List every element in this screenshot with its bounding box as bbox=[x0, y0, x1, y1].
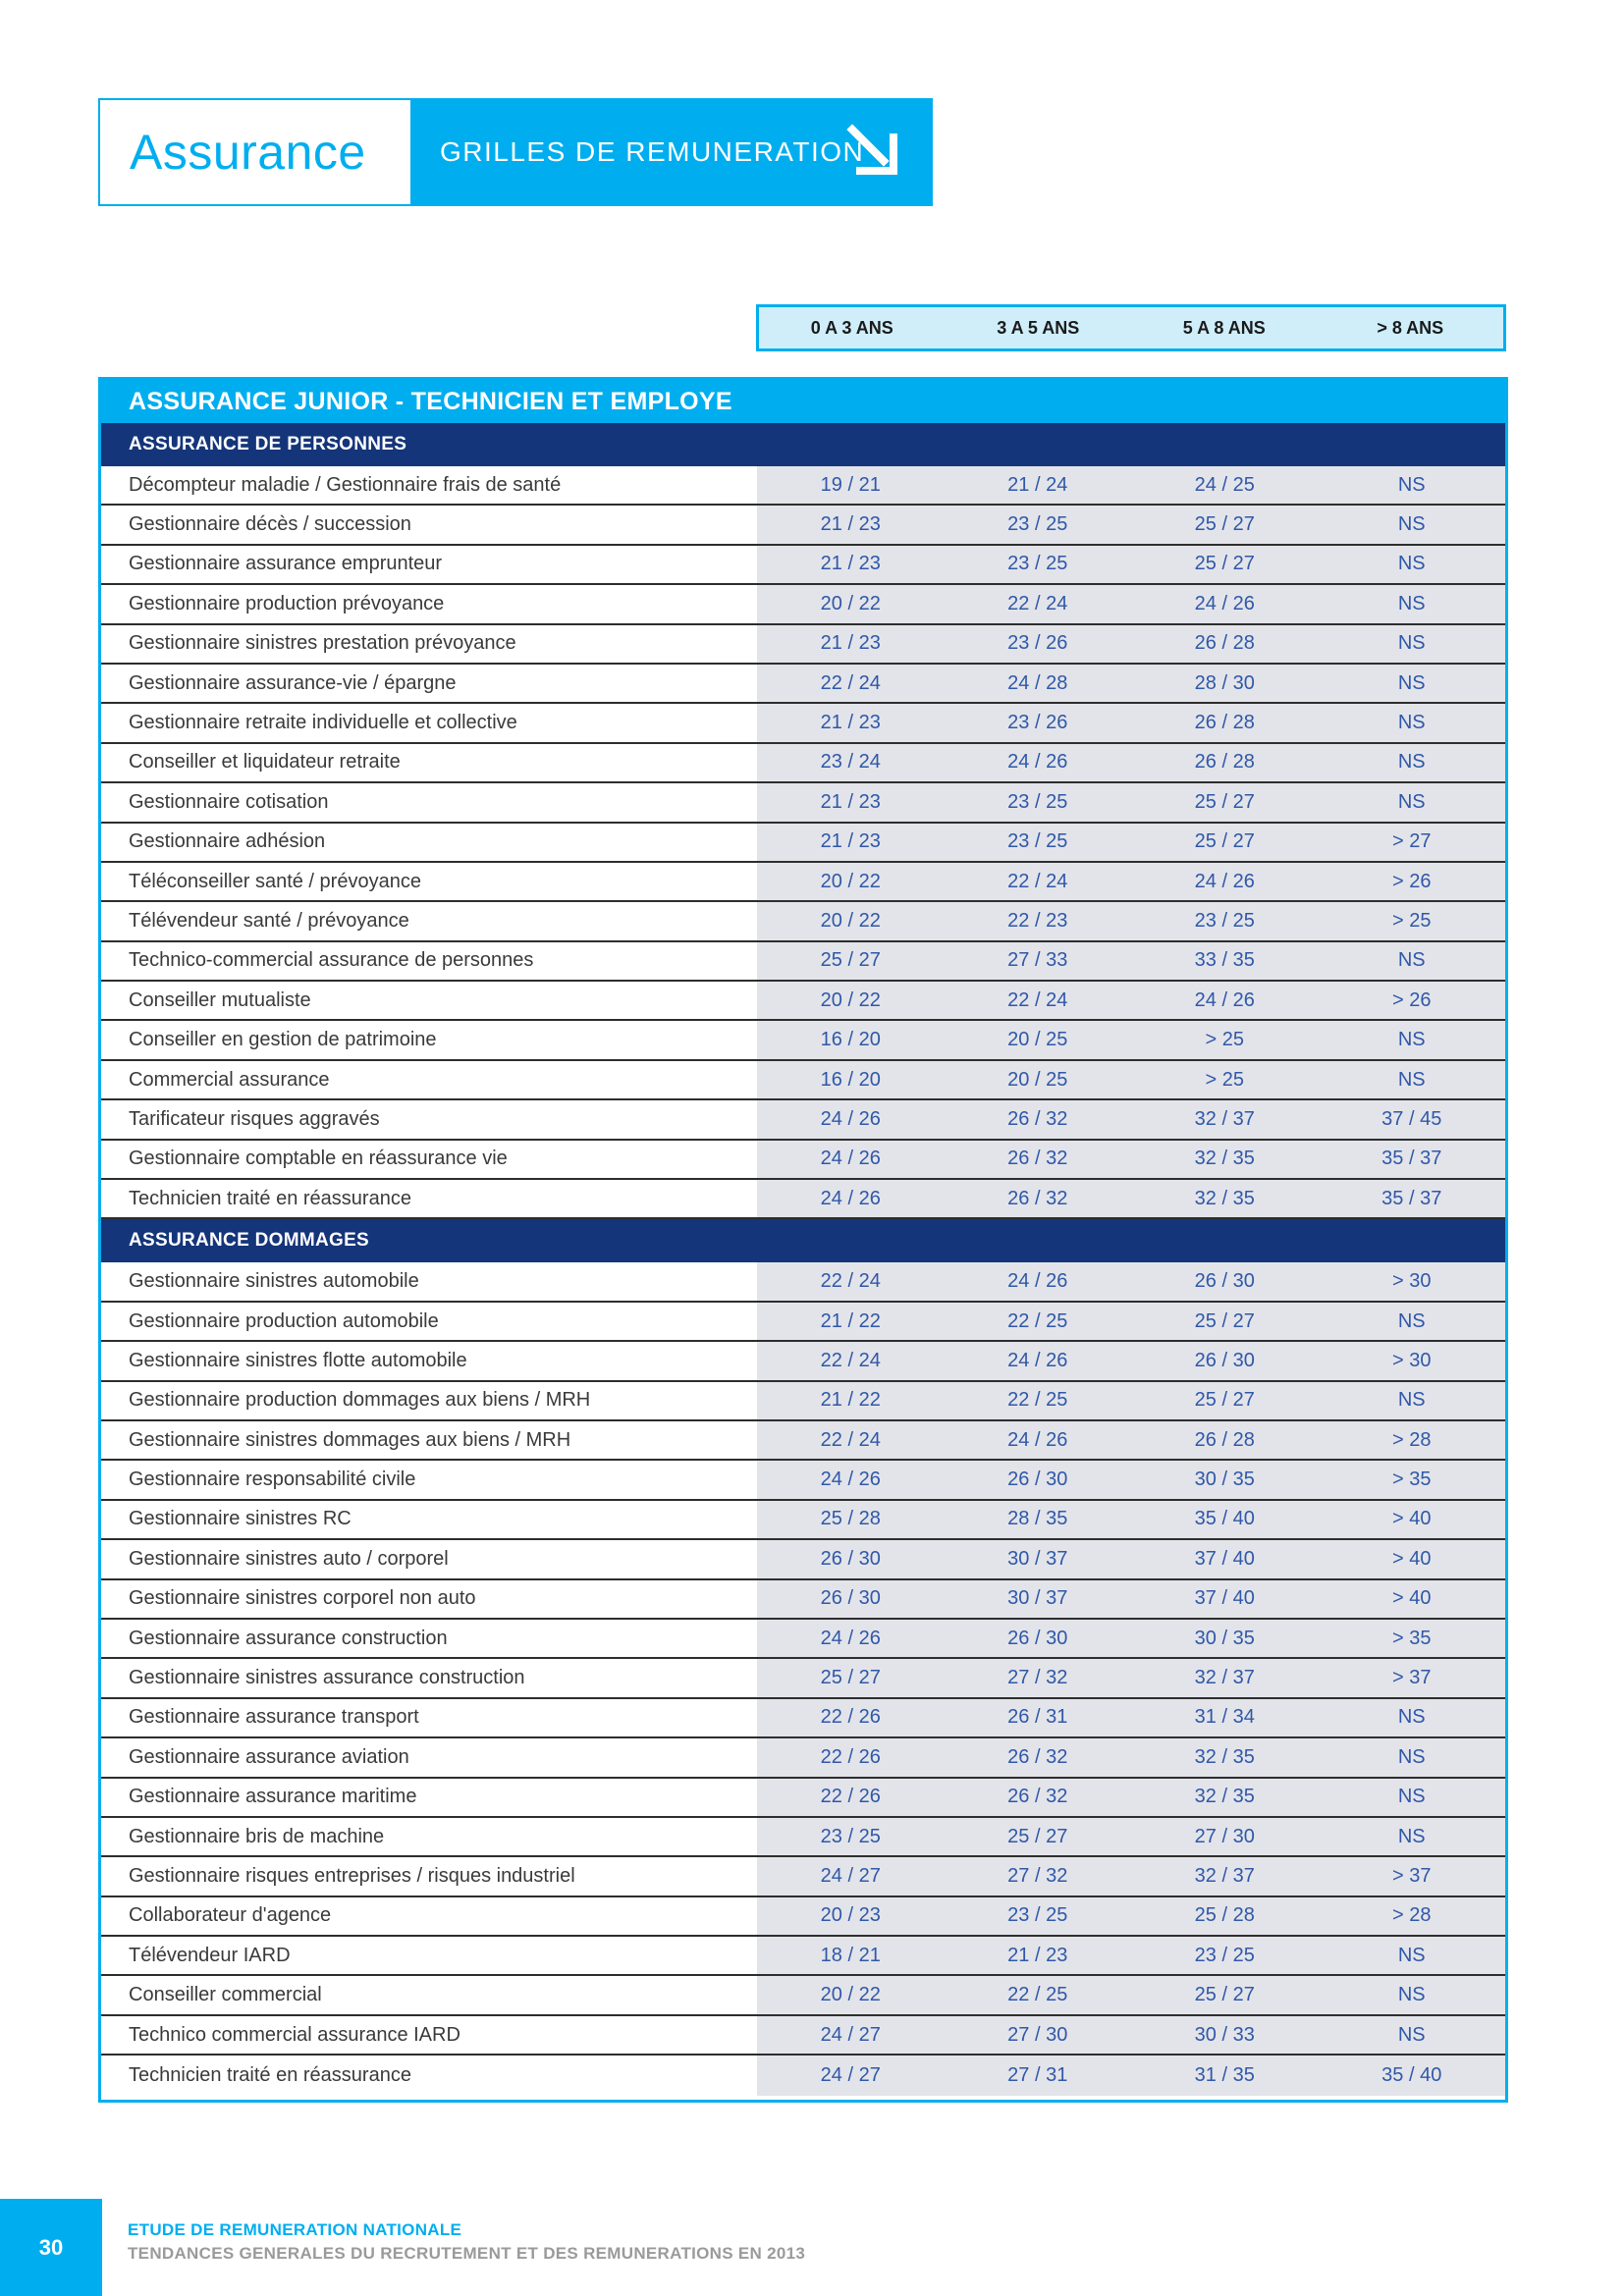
salary-cell: 25 / 28 bbox=[1194, 1904, 1255, 1927]
salary-cell: 33 / 35 bbox=[1194, 949, 1255, 972]
table-row bbox=[101, 783, 1505, 823]
salary-cell: 25 / 27 bbox=[1194, 1984, 1255, 2006]
column-header: > 8 ANS bbox=[1377, 317, 1444, 338]
salary-cell: > 25 bbox=[1205, 1029, 1244, 1051]
row-label: Gestionnaire assurance emprunteur bbox=[101, 546, 757, 583]
salary-cell: 22 / 24 bbox=[820, 1270, 881, 1293]
table-row bbox=[101, 744, 1505, 783]
salary-cell: 20 / 22 bbox=[820, 592, 881, 614]
row-label: Commercial assurance bbox=[101, 1061, 757, 1098]
salary-cell: 23 / 25 bbox=[820, 1825, 881, 1847]
row-label: Gestionnaire sinistres automobile bbox=[101, 1262, 757, 1300]
row-label: Gestionnaire production dommages aux biens / MRH bbox=[101, 1382, 757, 1419]
table-row bbox=[101, 704, 1505, 743]
row-values bbox=[757, 1021, 1505, 1058]
row-label: Gestionnaire assurance construction bbox=[101, 1620, 757, 1657]
row-label: Décompteur maladie / Gestionnaire frais de santé bbox=[101, 466, 757, 504]
salary-cell: 32 / 37 bbox=[1194, 1864, 1255, 1887]
row-values bbox=[757, 546, 1505, 583]
row-label: Gestionnaire adhésion bbox=[101, 824, 757, 861]
row-label: Télévendeur santé / prévoyance bbox=[101, 902, 757, 939]
salary-cell: 26 / 28 bbox=[1194, 712, 1255, 734]
row-values bbox=[757, 1540, 1505, 1577]
salary-cell: 24 / 26 bbox=[1194, 870, 1255, 892]
salary-cell: 27 / 30 bbox=[1007, 2023, 1068, 2046]
table-row bbox=[101, 1540, 1505, 1579]
row-values bbox=[757, 863, 1505, 900]
salary-cell: NS bbox=[1397, 790, 1426, 813]
salary-cell: NS bbox=[1397, 1068, 1426, 1091]
table-row bbox=[101, 2056, 1505, 2095]
table-body bbox=[101, 423, 1505, 2096]
salary-table bbox=[98, 377, 1508, 2103]
row-values bbox=[757, 625, 1505, 663]
salary-cell: 24 / 27 bbox=[820, 2063, 881, 2086]
salary-cell: 23 / 25 bbox=[1007, 1904, 1068, 1927]
row-values bbox=[757, 1061, 1505, 1098]
row-values bbox=[757, 1421, 1505, 1459]
salary-cell: 23 / 25 bbox=[1194, 909, 1255, 932]
salary-cell: 35 / 37 bbox=[1381, 1187, 1442, 1209]
salary-cell: 22 / 24 bbox=[820, 1349, 881, 1371]
salary-cell: 32 / 35 bbox=[1194, 1745, 1255, 1768]
salary-cell: > 37 bbox=[1392, 1864, 1432, 1887]
row-label: Collaborateur d'agence bbox=[101, 1897, 757, 1935]
salary-cell: 23 / 26 bbox=[1007, 632, 1068, 655]
salary-cell: > 35 bbox=[1392, 1627, 1432, 1649]
table-row bbox=[101, 1897, 1505, 1937]
page-title: GRILLES DE REMUNERATION bbox=[440, 136, 865, 167]
salary-cell: 27 / 32 bbox=[1007, 1864, 1068, 1887]
table-row bbox=[101, 625, 1505, 665]
salary-cell: > 37 bbox=[1392, 1667, 1432, 1689]
row-values bbox=[757, 744, 1505, 781]
salary-cell: 21 / 23 bbox=[820, 632, 881, 655]
salary-cell: 25 / 27 bbox=[1194, 553, 1255, 575]
row-values bbox=[757, 1976, 1505, 2013]
row-values bbox=[757, 1180, 1505, 1217]
row-values bbox=[757, 1141, 1505, 1178]
salary-cell: 24 / 26 bbox=[820, 1148, 881, 1170]
salary-cell: 24 / 26 bbox=[1007, 1349, 1068, 1371]
table-row bbox=[101, 1779, 1505, 1818]
salary-cell: 25 / 27 bbox=[820, 949, 881, 972]
salary-cell: > 30 bbox=[1392, 1270, 1432, 1293]
salary-cell: NS bbox=[1397, 1786, 1426, 1808]
row-label: Gestionnaire assurance transport bbox=[101, 1699, 757, 1736]
table-row bbox=[101, 1937, 1505, 1976]
column-header-bar bbox=[756, 304, 1506, 351]
salary-cell: 37 / 40 bbox=[1194, 1587, 1255, 1610]
row-values bbox=[757, 1937, 1505, 1974]
salary-cell: 18 / 21 bbox=[820, 1944, 881, 1966]
row-values bbox=[757, 1342, 1505, 1379]
salary-cell: > 40 bbox=[1392, 1587, 1432, 1610]
salary-cell: NS bbox=[1397, 751, 1426, 774]
salary-cell: 25 / 27 bbox=[820, 1667, 881, 1689]
row-values bbox=[757, 1897, 1505, 1935]
row-label: Gestionnaire responsabilité civile bbox=[101, 1461, 757, 1498]
salary-cell: 25 / 27 bbox=[1194, 790, 1255, 813]
table-row bbox=[101, 1659, 1505, 1698]
row-label: Gestionnaire sinistres RC bbox=[101, 1501, 757, 1538]
salary-cell: 24 / 27 bbox=[820, 1864, 881, 1887]
salary-cell: 26 / 30 bbox=[1007, 1468, 1068, 1491]
row-label: Gestionnaire décès / succession bbox=[101, 506, 757, 543]
row-label: Gestionnaire sinistres assurance construction bbox=[101, 1659, 757, 1696]
salary-cell: 26 / 30 bbox=[820, 1547, 881, 1570]
table-row bbox=[101, 1421, 1505, 1461]
table-row bbox=[101, 1061, 1505, 1100]
row-values bbox=[757, 1857, 1505, 1895]
salary-cell: NS bbox=[1397, 473, 1426, 496]
salary-cell: 21 / 23 bbox=[820, 830, 881, 853]
salary-cell: 24 / 26 bbox=[1007, 1270, 1068, 1293]
salary-cell: 35 / 40 bbox=[1194, 1508, 1255, 1530]
salary-cell: 28 / 35 bbox=[1007, 1508, 1068, 1530]
salary-cell: 24 / 26 bbox=[1194, 988, 1255, 1011]
salary-cell: 23 / 25 bbox=[1007, 513, 1068, 536]
salary-cell: 21 / 23 bbox=[820, 513, 881, 536]
row-label: Gestionnaire cotisation bbox=[101, 783, 757, 821]
row-values bbox=[757, 783, 1505, 821]
salary-cell: 22 / 24 bbox=[820, 671, 881, 694]
salary-cell: 26 / 30 bbox=[820, 1587, 881, 1610]
row-values bbox=[757, 1818, 1505, 1855]
salary-cell: NS bbox=[1397, 949, 1426, 972]
table-row bbox=[101, 466, 1505, 506]
row-label: Gestionnaire retraite individuelle et collective bbox=[101, 704, 757, 741]
salary-cell: 23 / 26 bbox=[1007, 712, 1068, 734]
salary-cell: 24 / 26 bbox=[1007, 751, 1068, 774]
arrow-down-right-icon bbox=[844, 122, 903, 181]
salary-cell: 25 / 27 bbox=[1007, 1825, 1068, 1847]
salary-cell: 27 / 31 bbox=[1007, 2063, 1068, 2086]
table-row bbox=[101, 506, 1505, 545]
salary-cell: NS bbox=[1397, 2023, 1426, 2046]
salary-cell: 25 / 27 bbox=[1194, 513, 1255, 536]
salary-cell: 24 / 26 bbox=[820, 1187, 881, 1209]
row-label: Technicien traité en réassurance bbox=[101, 2056, 757, 2095]
row-label: Gestionnaire sinistres auto / corporel bbox=[101, 1540, 757, 1577]
row-values bbox=[757, 1100, 1505, 1138]
salary-cell: NS bbox=[1397, 1944, 1426, 1966]
salary-cell: 23 / 25 bbox=[1194, 1944, 1255, 1966]
salary-cell: > 27 bbox=[1392, 830, 1432, 853]
row-values bbox=[757, 1699, 1505, 1736]
table-row bbox=[101, 1180, 1505, 1219]
row-values bbox=[757, 1659, 1505, 1696]
table-row bbox=[101, 1262, 1505, 1302]
salary-cell: 20 / 22 bbox=[820, 1984, 881, 2006]
table-row bbox=[101, 982, 1505, 1021]
row-values bbox=[757, 902, 1505, 939]
salary-cell: 25 / 27 bbox=[1194, 830, 1255, 853]
salary-cell: 26 / 30 bbox=[1194, 1349, 1255, 1371]
table-row bbox=[101, 585, 1505, 624]
salary-cell: > 28 bbox=[1392, 1904, 1432, 1927]
row-values bbox=[757, 466, 1505, 504]
section-header: ASSURANCE DOMMAGES bbox=[101, 1219, 1505, 1262]
salary-cell: > 25 bbox=[1392, 909, 1432, 932]
salary-cell: 20 / 22 bbox=[820, 909, 881, 932]
salary-cell: 22 / 24 bbox=[1007, 870, 1068, 892]
salary-cell: 21 / 23 bbox=[820, 553, 881, 575]
salary-cell: 30 / 37 bbox=[1007, 1547, 1068, 1570]
row-values bbox=[757, 1580, 1505, 1618]
row-values bbox=[757, 2016, 1505, 2054]
salary-cell: 32 / 37 bbox=[1194, 1107, 1255, 1130]
salary-cell: 32 / 35 bbox=[1194, 1786, 1255, 1808]
row-values bbox=[757, 1262, 1505, 1300]
salary-cell: 16 / 20 bbox=[820, 1029, 881, 1051]
salary-cell: 27 / 30 bbox=[1194, 1825, 1255, 1847]
salary-cell: NS bbox=[1397, 553, 1426, 575]
salary-cell: NS bbox=[1397, 1706, 1426, 1729]
row-label: Tarificateur risques aggravés bbox=[101, 1100, 757, 1138]
salary-cell: 26 / 28 bbox=[1194, 632, 1255, 655]
salary-cell: 32 / 37 bbox=[1194, 1667, 1255, 1689]
row-values bbox=[757, 506, 1505, 543]
salary-cell: 27 / 33 bbox=[1007, 949, 1068, 972]
salary-cell: 26 / 32 bbox=[1007, 1745, 1068, 1768]
salary-cell: 22 / 24 bbox=[1007, 988, 1068, 1011]
row-values bbox=[757, 704, 1505, 741]
table-row bbox=[101, 863, 1505, 902]
salary-cell: 35 / 37 bbox=[1381, 1148, 1442, 1170]
salary-cell: 20 / 23 bbox=[820, 1904, 881, 1927]
salary-cell: 24 / 26 bbox=[820, 1627, 881, 1649]
salary-cell: 23 / 25 bbox=[1007, 830, 1068, 853]
salary-cell: 22 / 25 bbox=[1007, 1984, 1068, 2006]
salary-cell: 26 / 32 bbox=[1007, 1187, 1068, 1209]
table-row bbox=[101, 1382, 1505, 1421]
row-values bbox=[757, 1738, 1505, 1776]
row-label: Gestionnaire risques entreprises / risques industriel bbox=[101, 1857, 757, 1895]
salary-cell: NS bbox=[1397, 1745, 1426, 1768]
salary-cell: 31 / 35 bbox=[1194, 2063, 1255, 2086]
row-values bbox=[757, 1382, 1505, 1419]
salary-cell: 23 / 24 bbox=[820, 751, 881, 774]
salary-cell: NS bbox=[1397, 1389, 1426, 1412]
table-row bbox=[101, 1342, 1505, 1381]
salary-cell: 23 / 25 bbox=[1007, 790, 1068, 813]
footer-title: ETUDE DE REMUNERATION NATIONALE bbox=[128, 2220, 462, 2239]
salary-cell: 21 / 22 bbox=[820, 1389, 881, 1412]
row-values bbox=[757, 585, 1505, 622]
column-header: 5 A 8 ANS bbox=[1182, 317, 1266, 338]
salary-cell: 25 / 27 bbox=[1194, 1389, 1255, 1412]
section-header: ASSURANCE DE PERSONNES bbox=[101, 423, 1505, 466]
row-label: Gestionnaire bris de machine bbox=[101, 1818, 757, 1855]
table-row bbox=[101, 902, 1505, 941]
table-row bbox=[101, 665, 1505, 704]
row-label: Gestionnaire production automobile bbox=[101, 1303, 757, 1340]
salary-cell: 23 / 25 bbox=[1007, 553, 1068, 575]
row-label: Conseiller et liquidateur retraite bbox=[101, 744, 757, 781]
row-values bbox=[757, 1501, 1505, 1538]
salary-cell: 26 / 32 bbox=[1007, 1148, 1068, 1170]
salary-cell: 21 / 22 bbox=[820, 1309, 881, 1332]
salary-cell: 37 / 45 bbox=[1381, 1107, 1442, 1130]
page-header bbox=[98, 98, 933, 206]
salary-cell: 24 / 26 bbox=[1007, 1428, 1068, 1451]
salary-cell: 20 / 22 bbox=[820, 870, 881, 892]
footer-subtitle: TENDANCES GENERALES DU RECRUTEMENT ET DES REMUNERATIONS EN 2013 bbox=[128, 2244, 806, 2263]
salary-cell: 21 / 24 bbox=[1007, 473, 1068, 496]
table-row bbox=[101, 824, 1505, 863]
row-label: Technico commercial assurance IARD bbox=[101, 2016, 757, 2054]
row-values bbox=[757, 1620, 1505, 1657]
row-label: Télévendeur IARD bbox=[101, 1937, 757, 1974]
table-row bbox=[101, 1100, 1505, 1140]
salary-cell: 21 / 23 bbox=[820, 712, 881, 734]
row-label: Téléconseiller santé / prévoyance bbox=[101, 863, 757, 900]
salary-cell: 26 / 31 bbox=[1007, 1706, 1068, 1729]
salary-cell: > 30 bbox=[1392, 1349, 1432, 1371]
brand-title: Assurance bbox=[130, 125, 366, 180]
salary-cell: 22 / 26 bbox=[820, 1786, 881, 1808]
table-row bbox=[101, 1818, 1505, 1857]
salary-cell: 21 / 23 bbox=[1007, 1944, 1068, 1966]
salary-cell: 25 / 28 bbox=[820, 1508, 881, 1530]
salary-cell: 26 / 30 bbox=[1194, 1270, 1255, 1293]
salary-cell: 24 / 26 bbox=[820, 1468, 881, 1491]
table-row bbox=[101, 1580, 1505, 1620]
table-row bbox=[101, 1303, 1505, 1342]
table-title: ASSURANCE JUNIOR - TECHNICIEN ET EMPLOYE bbox=[101, 380, 1505, 423]
salary-cell: 30 / 33 bbox=[1194, 2023, 1255, 2046]
row-label: Technico-commercial assurance de personnes bbox=[101, 942, 757, 980]
salary-cell: 30 / 35 bbox=[1194, 1468, 1255, 1491]
salary-cell: > 40 bbox=[1392, 1547, 1432, 1570]
salary-cell: 32 / 35 bbox=[1194, 1148, 1255, 1170]
table-row bbox=[101, 1620, 1505, 1659]
salary-cell: 26 / 32 bbox=[1007, 1786, 1068, 1808]
row-label: Gestionnaire sinistres corporel non auto bbox=[101, 1580, 757, 1618]
salary-cell: 30 / 37 bbox=[1007, 1587, 1068, 1610]
salary-cell: NS bbox=[1397, 671, 1426, 694]
row-label: Technicien traité en réassurance bbox=[101, 1180, 757, 1217]
salary-cell: 22 / 24 bbox=[1007, 592, 1068, 614]
row-label: Gestionnaire sinistres dommages aux biens / MRH bbox=[101, 1421, 757, 1459]
salary-cell: 25 / 27 bbox=[1194, 1309, 1255, 1332]
table-row bbox=[101, 942, 1505, 982]
row-values bbox=[757, 1779, 1505, 1816]
row-label: Conseiller en gestion de patrimoine bbox=[101, 1021, 757, 1058]
salary-cell: 37 / 40 bbox=[1194, 1547, 1255, 1570]
salary-cell: NS bbox=[1397, 592, 1426, 614]
salary-cell: 22 / 25 bbox=[1007, 1389, 1068, 1412]
salary-cell: 24 / 26 bbox=[820, 1107, 881, 1130]
salary-cell: > 26 bbox=[1392, 870, 1432, 892]
salary-cell: 20 / 25 bbox=[1007, 1068, 1068, 1091]
salary-cell: 26 / 28 bbox=[1194, 1428, 1255, 1451]
row-values bbox=[757, 665, 1505, 702]
salary-cell: 35 / 40 bbox=[1381, 2063, 1442, 2086]
salary-cell: 16 / 20 bbox=[820, 1068, 881, 1091]
salary-cell: > 40 bbox=[1392, 1508, 1432, 1530]
salary-cell: 24 / 26 bbox=[1194, 592, 1255, 614]
salary-cell: 24 / 28 bbox=[1007, 671, 1068, 694]
salary-cell: 26 / 28 bbox=[1194, 751, 1255, 774]
salary-cell: 22 / 25 bbox=[1007, 1309, 1068, 1332]
salary-cell: 30 / 35 bbox=[1194, 1627, 1255, 1649]
salary-cell: NS bbox=[1397, 712, 1426, 734]
table-row bbox=[101, 1141, 1505, 1180]
table-row bbox=[101, 1501, 1505, 1540]
row-label: Gestionnaire comptable en réassurance vie bbox=[101, 1141, 757, 1178]
salary-cell: > 28 bbox=[1392, 1428, 1432, 1451]
table-row bbox=[101, 1857, 1505, 1896]
row-label: Gestionnaire assurance-vie / épargne bbox=[101, 665, 757, 702]
row-values bbox=[757, 824, 1505, 861]
row-label: Conseiller commercial bbox=[101, 1976, 757, 2013]
salary-cell: NS bbox=[1397, 1984, 1426, 2006]
row-values bbox=[757, 2056, 1505, 2095]
salary-cell: > 26 bbox=[1392, 988, 1432, 1011]
row-values bbox=[757, 942, 1505, 980]
salary-cell: 24 / 25 bbox=[1194, 473, 1255, 496]
row-label: Conseiller mutualiste bbox=[101, 982, 757, 1019]
salary-cell: NS bbox=[1397, 632, 1426, 655]
table-row bbox=[101, 1461, 1505, 1500]
salary-cell: 22 / 23 bbox=[1007, 909, 1068, 932]
salary-cell: 28 / 30 bbox=[1194, 671, 1255, 694]
row-values bbox=[757, 982, 1505, 1019]
row-label: Gestionnaire sinistres flotte automobile bbox=[101, 1342, 757, 1379]
column-header: 3 A 5 ANS bbox=[997, 317, 1080, 338]
table-row bbox=[101, 2016, 1505, 2056]
salary-cell: NS bbox=[1397, 1029, 1426, 1051]
salary-cell: 19 / 21 bbox=[820, 473, 881, 496]
salary-cell: NS bbox=[1397, 1309, 1426, 1332]
table-row bbox=[101, 1738, 1505, 1778]
salary-cell: 26 / 32 bbox=[1007, 1107, 1068, 1130]
brand-box bbox=[98, 98, 412, 206]
row-label: Gestionnaire assurance aviation bbox=[101, 1738, 757, 1776]
salary-cell: > 25 bbox=[1205, 1068, 1244, 1091]
salary-cell: 20 / 22 bbox=[820, 988, 881, 1011]
row-label: Gestionnaire assurance maritime bbox=[101, 1779, 757, 1816]
column-header: 0 A 3 ANS bbox=[810, 317, 893, 338]
page-number: 30 bbox=[0, 2199, 102, 2296]
row-label: Gestionnaire production prévoyance bbox=[101, 585, 757, 622]
row-label: Gestionnaire sinistres prestation prévoyance bbox=[101, 625, 757, 663]
salary-cell: 27 / 32 bbox=[1007, 1667, 1068, 1689]
table-row bbox=[101, 1976, 1505, 2015]
salary-cell: 24 / 27 bbox=[820, 2023, 881, 2046]
row-values bbox=[757, 1461, 1505, 1498]
salary-cell: 31 / 34 bbox=[1194, 1706, 1255, 1729]
salary-cell: 20 / 25 bbox=[1007, 1029, 1068, 1051]
table-row bbox=[101, 546, 1505, 585]
salary-cell: NS bbox=[1397, 513, 1426, 536]
salary-cell: > 35 bbox=[1392, 1468, 1432, 1491]
salary-cell: 21 / 23 bbox=[820, 790, 881, 813]
salary-cell: 22 / 24 bbox=[820, 1428, 881, 1451]
salary-cell: 22 / 26 bbox=[820, 1706, 881, 1729]
title-box bbox=[412, 98, 933, 206]
salary-cell: NS bbox=[1397, 1825, 1426, 1847]
salary-cell: 22 / 26 bbox=[820, 1745, 881, 1768]
salary-cell: 26 / 30 bbox=[1007, 1627, 1068, 1649]
row-values bbox=[757, 1303, 1505, 1340]
salary-cell: 32 / 35 bbox=[1194, 1187, 1255, 1209]
table-row bbox=[101, 1021, 1505, 1060]
table-row bbox=[101, 1699, 1505, 1738]
